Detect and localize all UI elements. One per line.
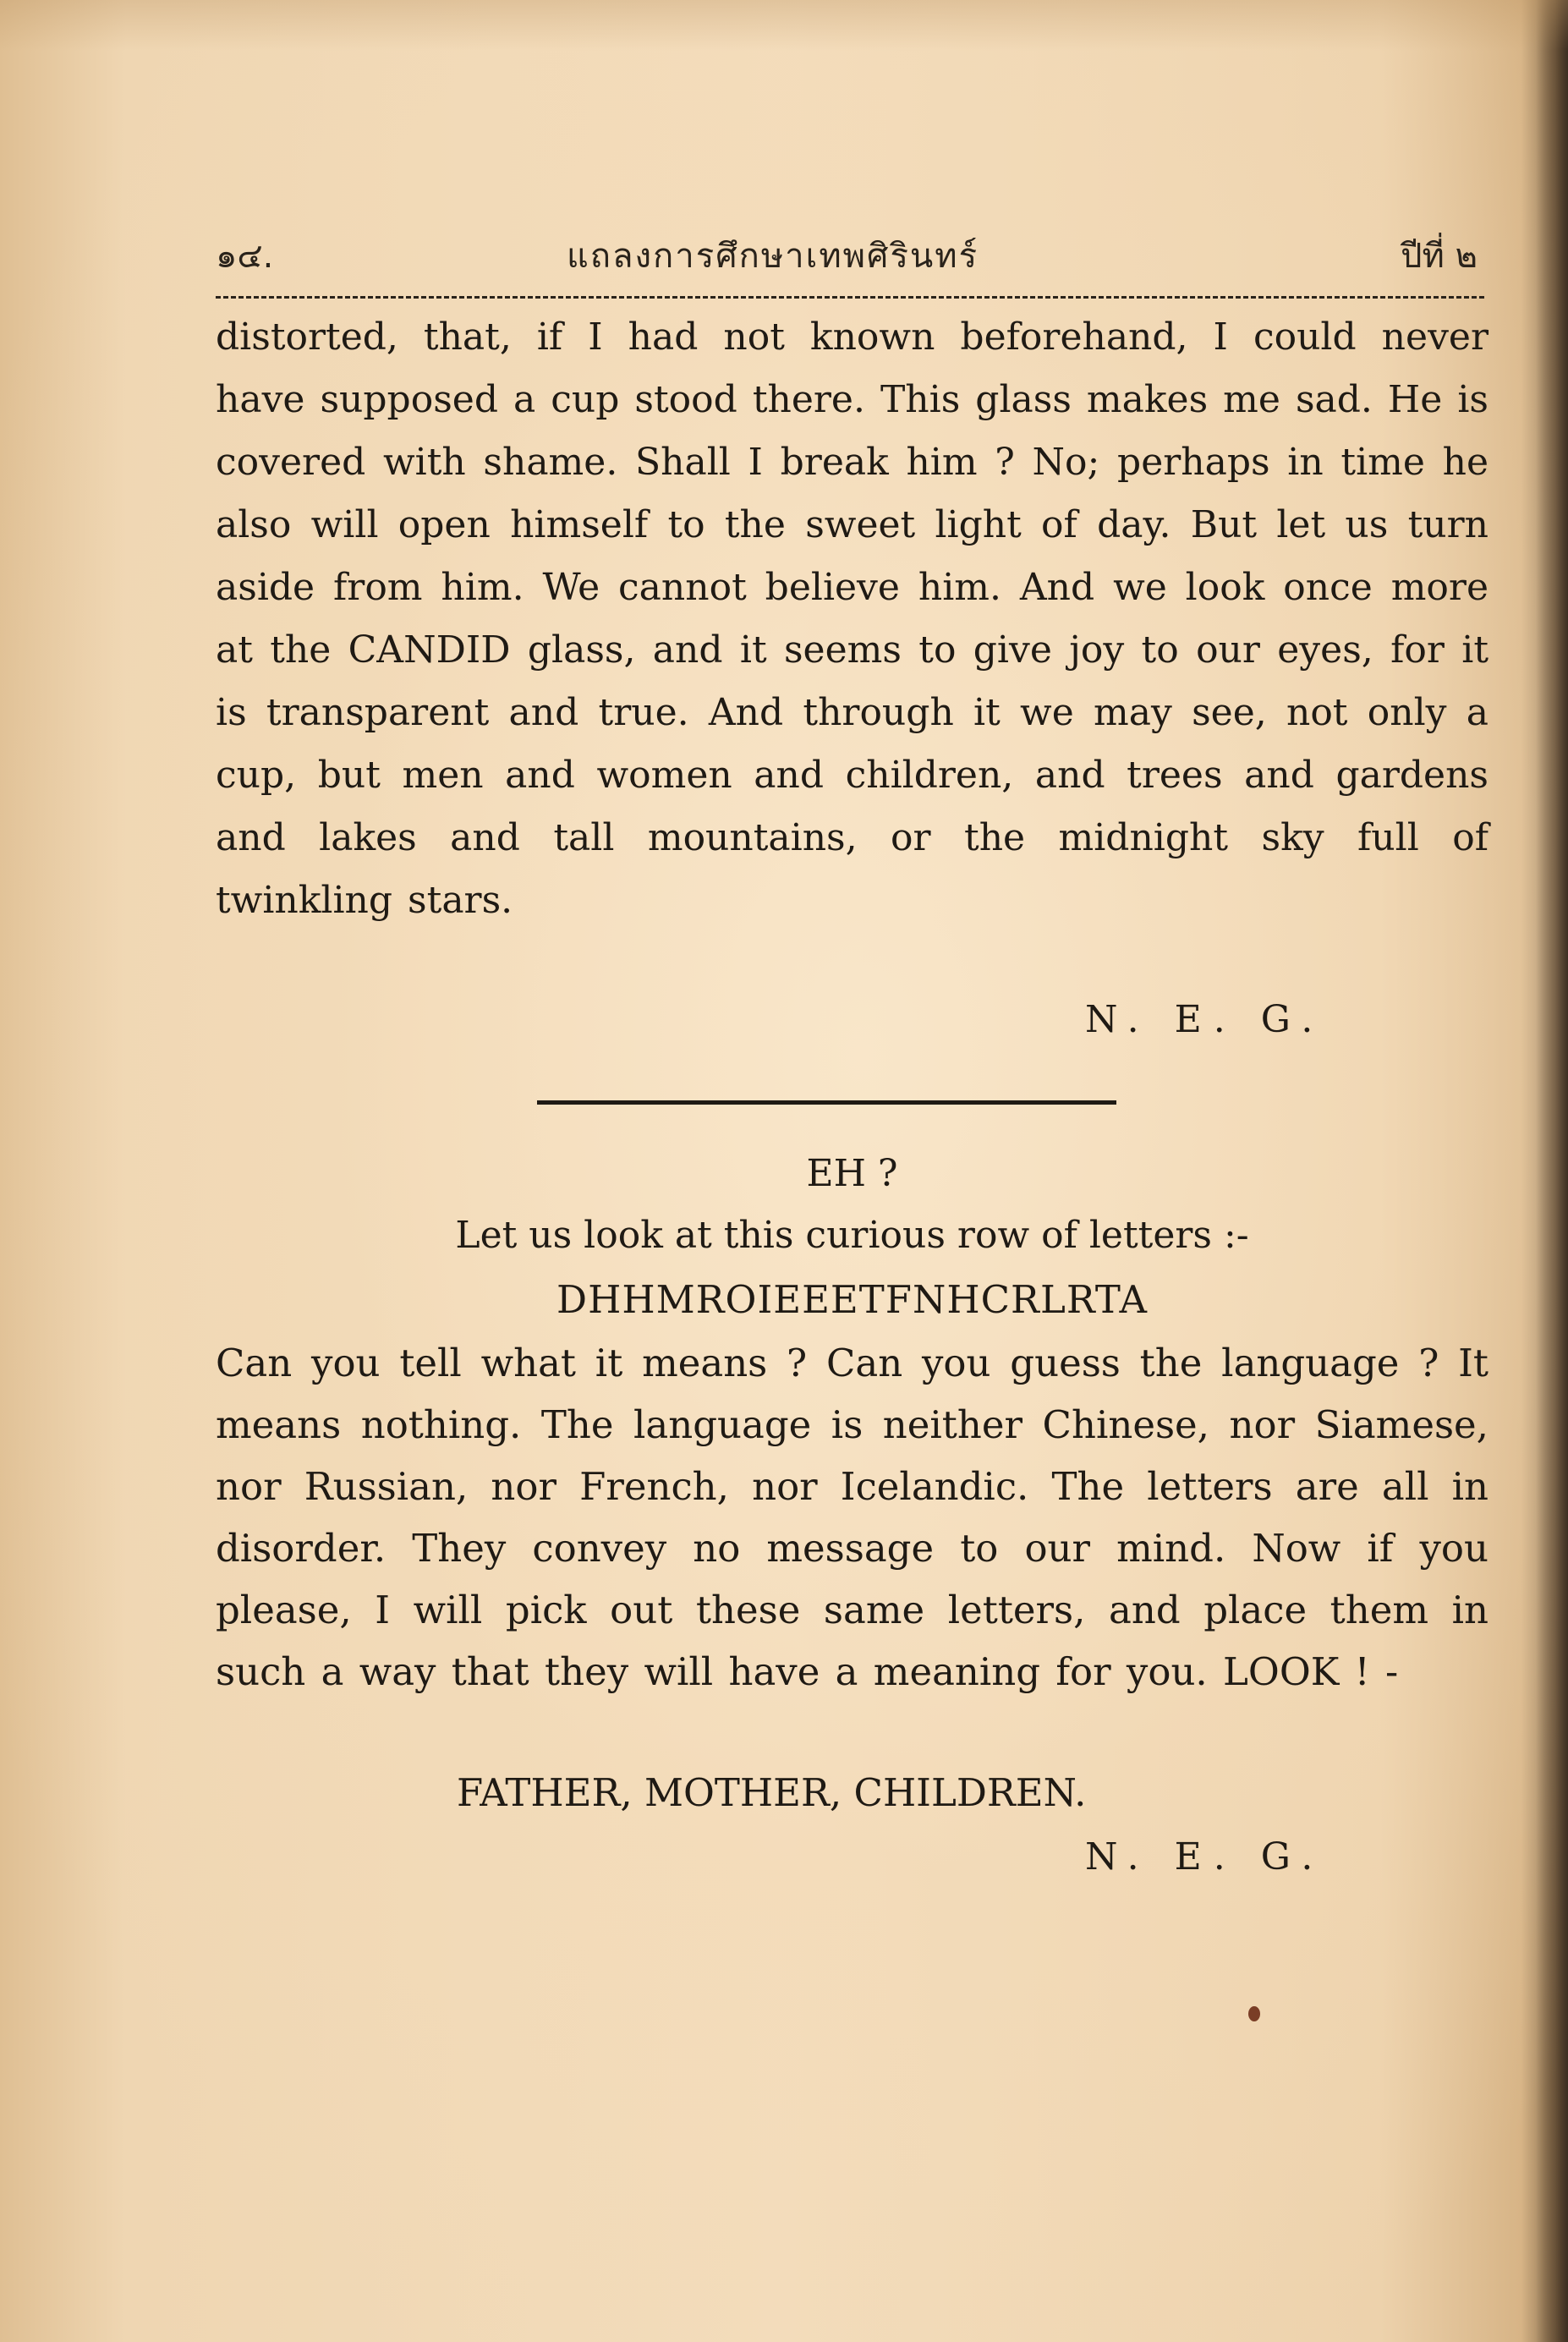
unscrambled-words: FATHER, MOTHER, CHILDREN. <box>457 1770 1087 1815</box>
article-two-intro: Let us look at this curious row of letters :- <box>455 1214 1249 1257</box>
volume-label: ปีที่ ๒ <box>1401 237 1478 276</box>
article-two-paragraph: Can you tell what it means ? Can you guess the language ? It means nothing. The language is neither Chinese, nor Siamese, nor Russian, nor French, nor Icelandic. The letters are all in disorder. They convey no message to our mind. Now if you please, I will pick out these same letters, and place them in such a way that they will have a meaning for you. LOOK ! - <box>216 1341 1489 1694</box>
scrambled-letters: DHHMROIEEETFNHCRLRTA <box>556 1277 1148 1322</box>
article-two-signature: N. E. G. <box>1085 1835 1325 1879</box>
page-number: ๑๔. <box>216 237 274 276</box>
header-dashed-rule <box>216 296 1484 299</box>
ink-spot <box>1248 2006 1260 2021</box>
binding-shadow <box>1536 0 1568 2342</box>
article-one-signature: N. E. G. <box>1085 998 1325 1041</box>
article-two-title: EH ? <box>806 1152 898 1195</box>
running-title: แถลงการศึกษาเทพศิรินทร์ <box>567 237 979 276</box>
running-header <box>216 228 1484 279</box>
article-one-paragraph: distorted, that, if I had not known beforehand, I could never have supposed a cup stood there. This glass makes me sad. He is covered with shame. Shall I break him ? No; perhaps in time he also will open himself to the sweet light of day. But let us turn aside from him. We cannot believe him. And we look once more at the CANDID glass, and it seems to give joy to our eyes, for it is transparent and true. And through it we may see, not only a cup, but men and women and children, and trees and gardens and lakes and tall mountains, or the midnight sky full of twinkling stars. <box>216 315 1489 922</box>
section-divider <box>537 1100 1116 1105</box>
